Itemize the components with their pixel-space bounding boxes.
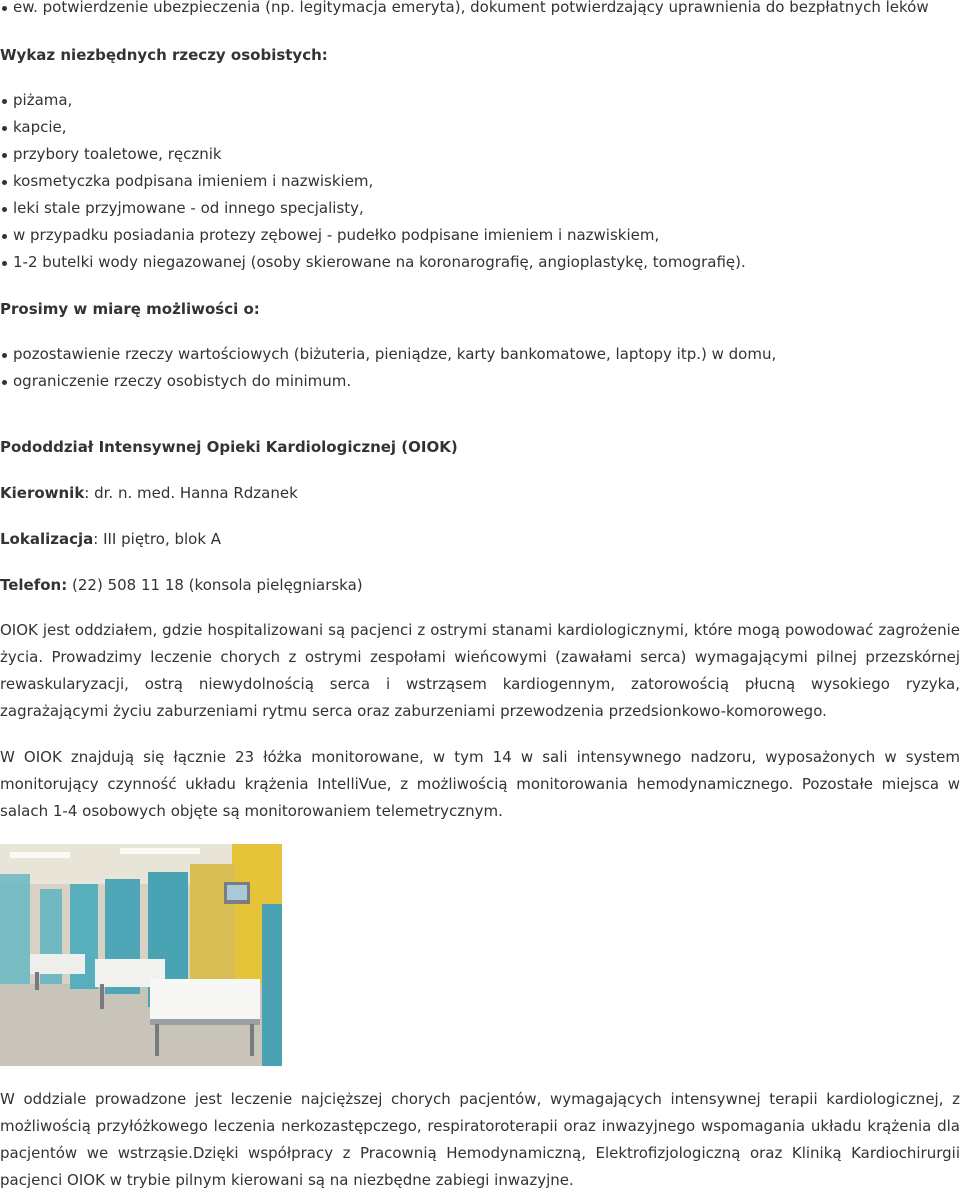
head-of-unit: Kierownik: dr. n. med. Hanna Rdzanek: [0, 484, 298, 502]
phone: Telefon: (22) 508 11 18 (konsola pielęgniarska): [0, 576, 363, 594]
items-heading: Wykaz niezbędnych rzeczy osobistych:: [0, 46, 328, 64]
requests-heading: Prosimy w miarę możliwości o:: [0, 300, 260, 318]
ward-photo: [0, 844, 282, 1066]
unit-title: Pododdział Intensywnej Opieki Kardiologicznej (OIOK): [0, 438, 458, 456]
treatment-paragraph: W oddziale prowadzone jest leczenie najcięższej chorych pacjentów, wymagających intensywnej terapii kardiologicznej, z możliwością przyłóżkowego leczenia nerkozastępczego, respiratoroterapii oraz inwazyjnego wspomagania układu krążenia dla pacjentów we wstrząsie.Dzięki współpracy z Pracownią Hemodynamiczną, Elektrofizjologiczną oraz Kliniką Kardiochirurgii pacjenci OIOK w trybie pilnym kierowani są na niezbędne zabiegi inwazyjne.: [0, 1090, 960, 1189]
page-content: ew. potwierdzenie ubezpieczenia (np. legitymacja emeryta), dokument potwierdzający uprawnienia do bezpłatnych leków Wykaz niezbędnych rzeczy osobistych: piżama, kapcie, przybory toaletowe, ręcznik kosmetyczka podpisana imieniem i nazwiskiem, leki stale przyjmowane - od innego specjalisty, w przypadku posiadania protezy zębowej - pudełko podpisane imieniem i nazwiskiem, 1-2 butelki wody niegazowanej (osoby skierowane na koronarografię, angioplastykę, tomografię). Prosimy w miarę możliwości o: pozostawienie rzeczy wartościowych (biżuteria, pieniądze, karty bankomatowe, laptopy itp.) w domu, ograniczenie rzeczy osobistych do minimum. Pododdział Intensywnej Opieki Kardiologicznej (OIOK) Kierownik: dr. n. med. Hanna Rdzanek Lokalizacja: III piętro, blok A Telefon: (22) 508 11 18 (konsola pielęgniarska) OIOK jest oddziałem, gdzie hospitalizowani są pacjenci z ostrymi stanami kardiologicznymi, które mogą powodować zagrożenie życia. Prowadzimy leczenie chorych z ostrymi zespołami wieńcowymi (zawałami serca) wymagającymi pilnej przezskórnej rewaskularyzacji, ostrą niewydolnością serca i wstrząsem kardiogennym, zatorowością płucną wysokiego ryzyka, zagrażającymi życiu zaburzeniami rytmu serca oraz zaburzeniami przewodzenia przedsionkowo-komorowego. W OIOK znajdują się łącznie 23 łóżka monitorowane, w tym 14 w sali intensywnego nadzoru, wyposażonych w system monitorujący czynność układu krążenia IntelliVue, z możliwością monitorowania hemodynamicznego. Pozostałe miejsca w salach 1-4 osobowych objęte są monitorowaniem telemetrycznym. W oddziale prowadzone jest leczenie najcięższej chorych pacjentów, wymagających intensywnej terapii kardiologicznej, z możliwością przyłóżkowego leczenia nerkozastępczego, respiratoroterapii oraz inwazyjnego wspomagania układu krążenia dla pacjentów we wstrząsie.Dzięki współpracy z Pracownią Hemodynamiczną, Elektrofizjologiczną oraz Kliniką Kardiochirurgii pacjenci OIOK w trybie pilnym kierowani są na niezbędne zabiegi inwazyjne.: [0, 0, 960, 1190]
description-paragraph: OIOK jest oddziałem, gdzie hospitalizowani są pacjenci z ostrymi stanami kardiologicznymi, które mogą powodować zagrożenie życia. Prowadzimy leczenie chorych z ostrymi zespołami wieńcowymi (zawałami serca) wymagającymi pilnej przezskórnej rewaskularyzacji, ostrą niewydolnością serca i wstrząsem kardiogennym, zatorowością płucną wysokiego ryzyka, zagrażającymi życiu zaburzeniami rytmu serca oraz zaburzeniami przewodzenia przedsionkowo-komorowego.: [0, 621, 960, 720]
equipment-paragraph: W OIOK znajdują się łącznie 23 łóżka monitorowane, w tym 14 w sali intensywnego nadzoru, wyposażonych w system monitorujący czynność układu krążenia IntelliVue, z możliwością monitorowania hemodynamicznego. Pozostałe miejsca w salach 1-4 osobowych objęte są monitorowaniem telemetrycznym.: [0, 748, 960, 820]
location: Lokalizacja: III piętro, blok A: [0, 530, 222, 548]
